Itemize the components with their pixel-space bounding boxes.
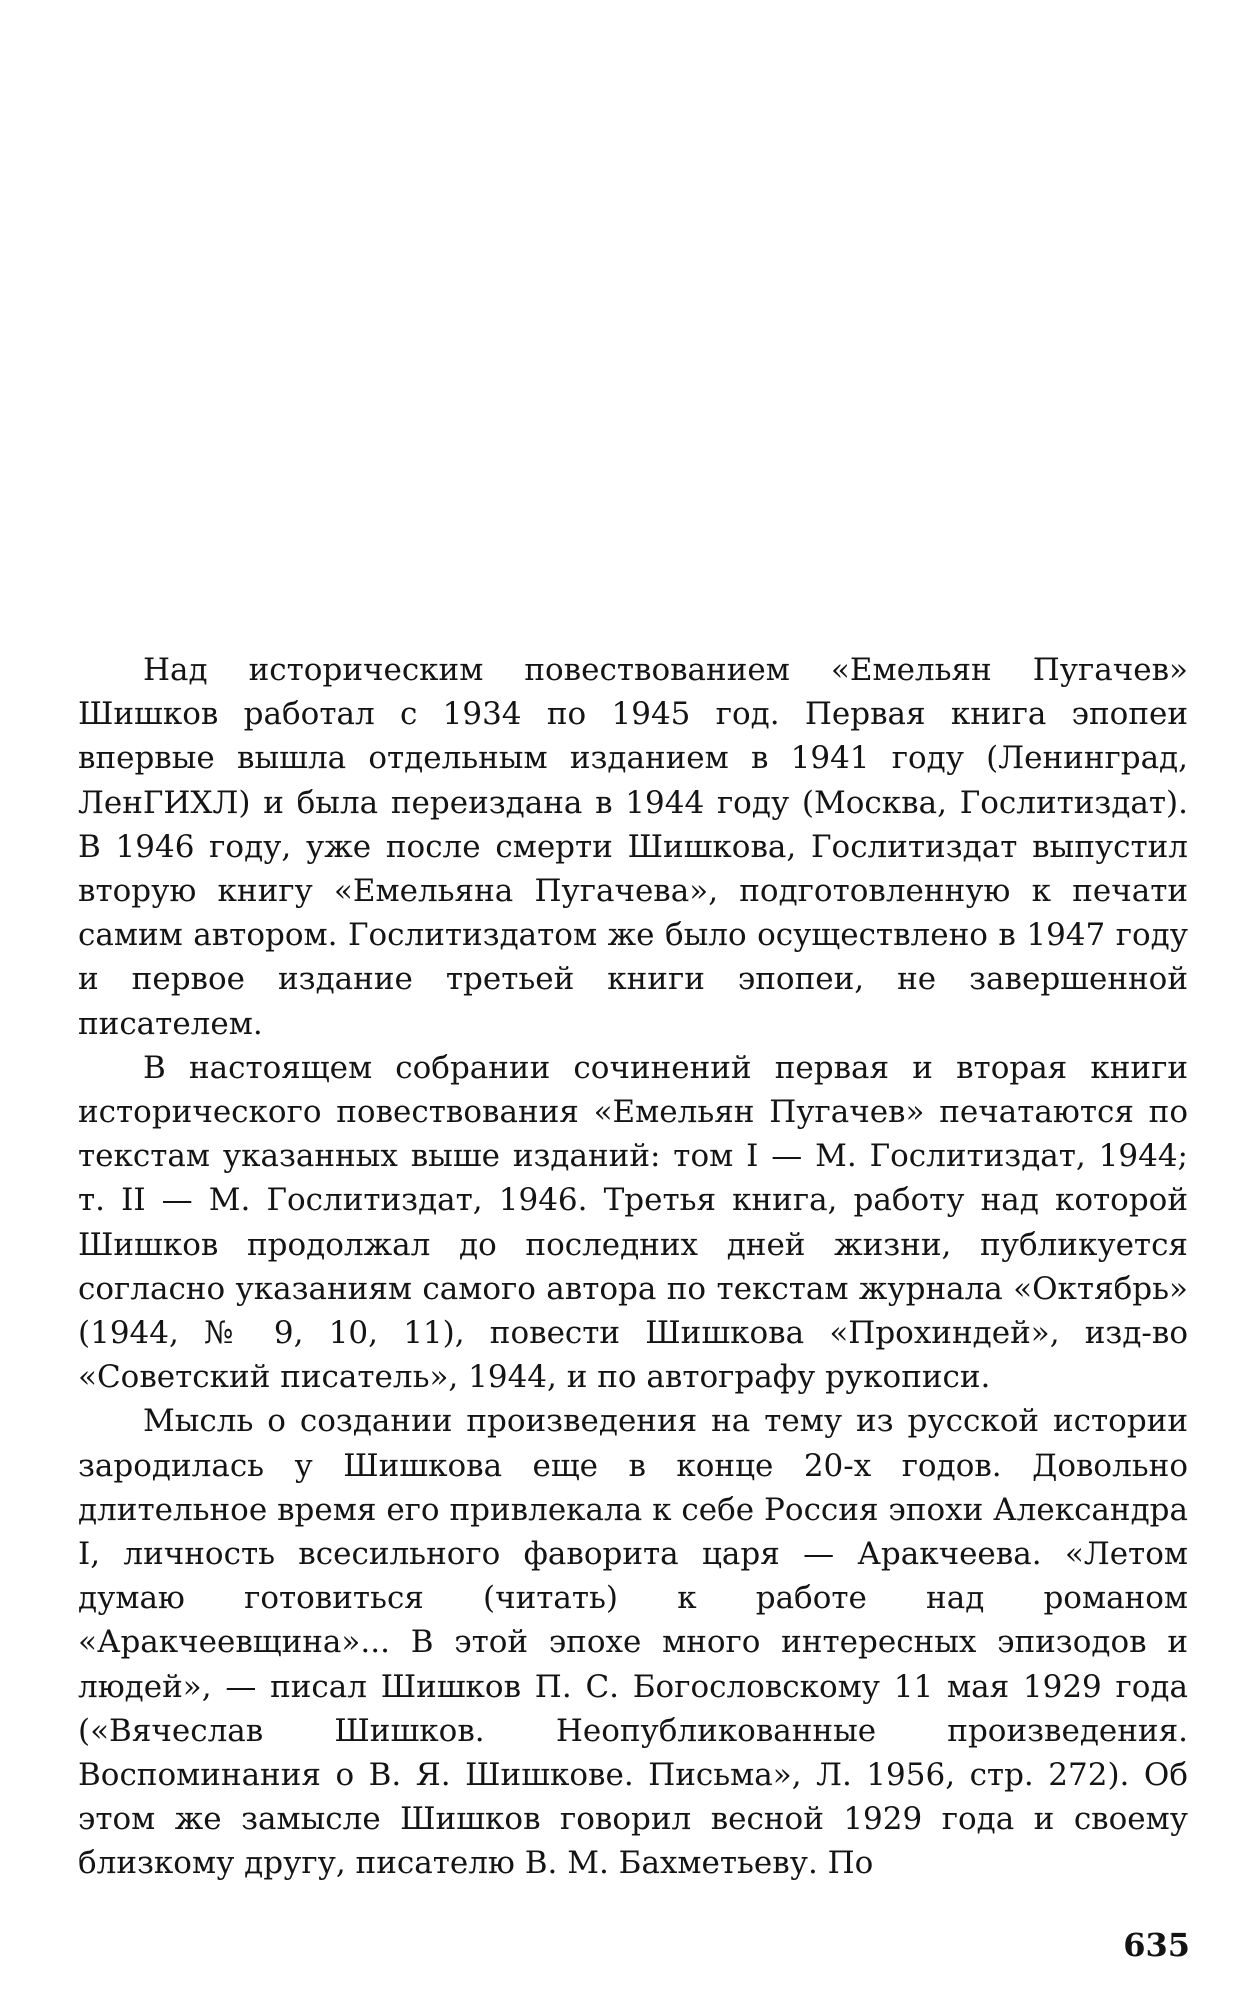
paragraph-1: Над историческим повествованием «Емельян Пугачев» Шишков работал с 1934 по 1945 год. Первая книга эпопеи впервые вышла отдельным изданием в 1941 году (Ленинград, ЛенГИХЛ) и была переиздана в 1944 году (Москва, Гослитиздат). В 1946 году, уже после смерти Шишкова, Гослитиздат выпустил вторую книгу «Емельяна Пугачева», подготовленную к печати самим автором. Гослитиздатом же было осуществлено в 1947 году и первое издание третьей книги эпопеи, не завершенной писателем. (78, 652, 1188, 1042)
page-number: 635 (1123, 1926, 1190, 1964)
paragraph-2: В настоящем собрании сочинений первая и вторая книги исторического повествования «Емельян Пугачев» печатаются по текстам указанных выше изданий: том I — М. Гослитиздат, 1944; т. II — М. Гослитиздат, 1946. Третья книга, работу над которой Шишков продолжал до последних дней жизни, публикуется согласно указаниям самого автора по текстам журнала «Октябрь» (1944, № 9, 10, 11), повести Шишкова «Прохиндей», изд-во «Советский писатель», 1944, и по автографу рукописи. (78, 1049, 1188, 1396)
body-text (78, 648, 1188, 1886)
paragraph-3: Мысль о создании произведения на тему из русской истории зародилась у Шишкова еще в конце 20-х годов. Довольно длительное время его привлекала к себе Россия эпохи Александра I, личность всесильного фаворита царя — Аракчеева. «Летом думаю готовиться (читать) к работе над романом «Аракчеевщина»... В этой эпохе много интересных эпизодов и людей», — писал Шишков П. С. Богословскому 11 мая 1929 года («Вячеслав Шишков. Неопубликованные произведения. Воспоминания о В. Я. Шишкове. Письма», Л. 1956, стр. 272). Об этом же замысле Шишков говорил весной 1929 года и своему близкому другу, писателю В. М. Бахметьеву. По (78, 1403, 1188, 1882)
